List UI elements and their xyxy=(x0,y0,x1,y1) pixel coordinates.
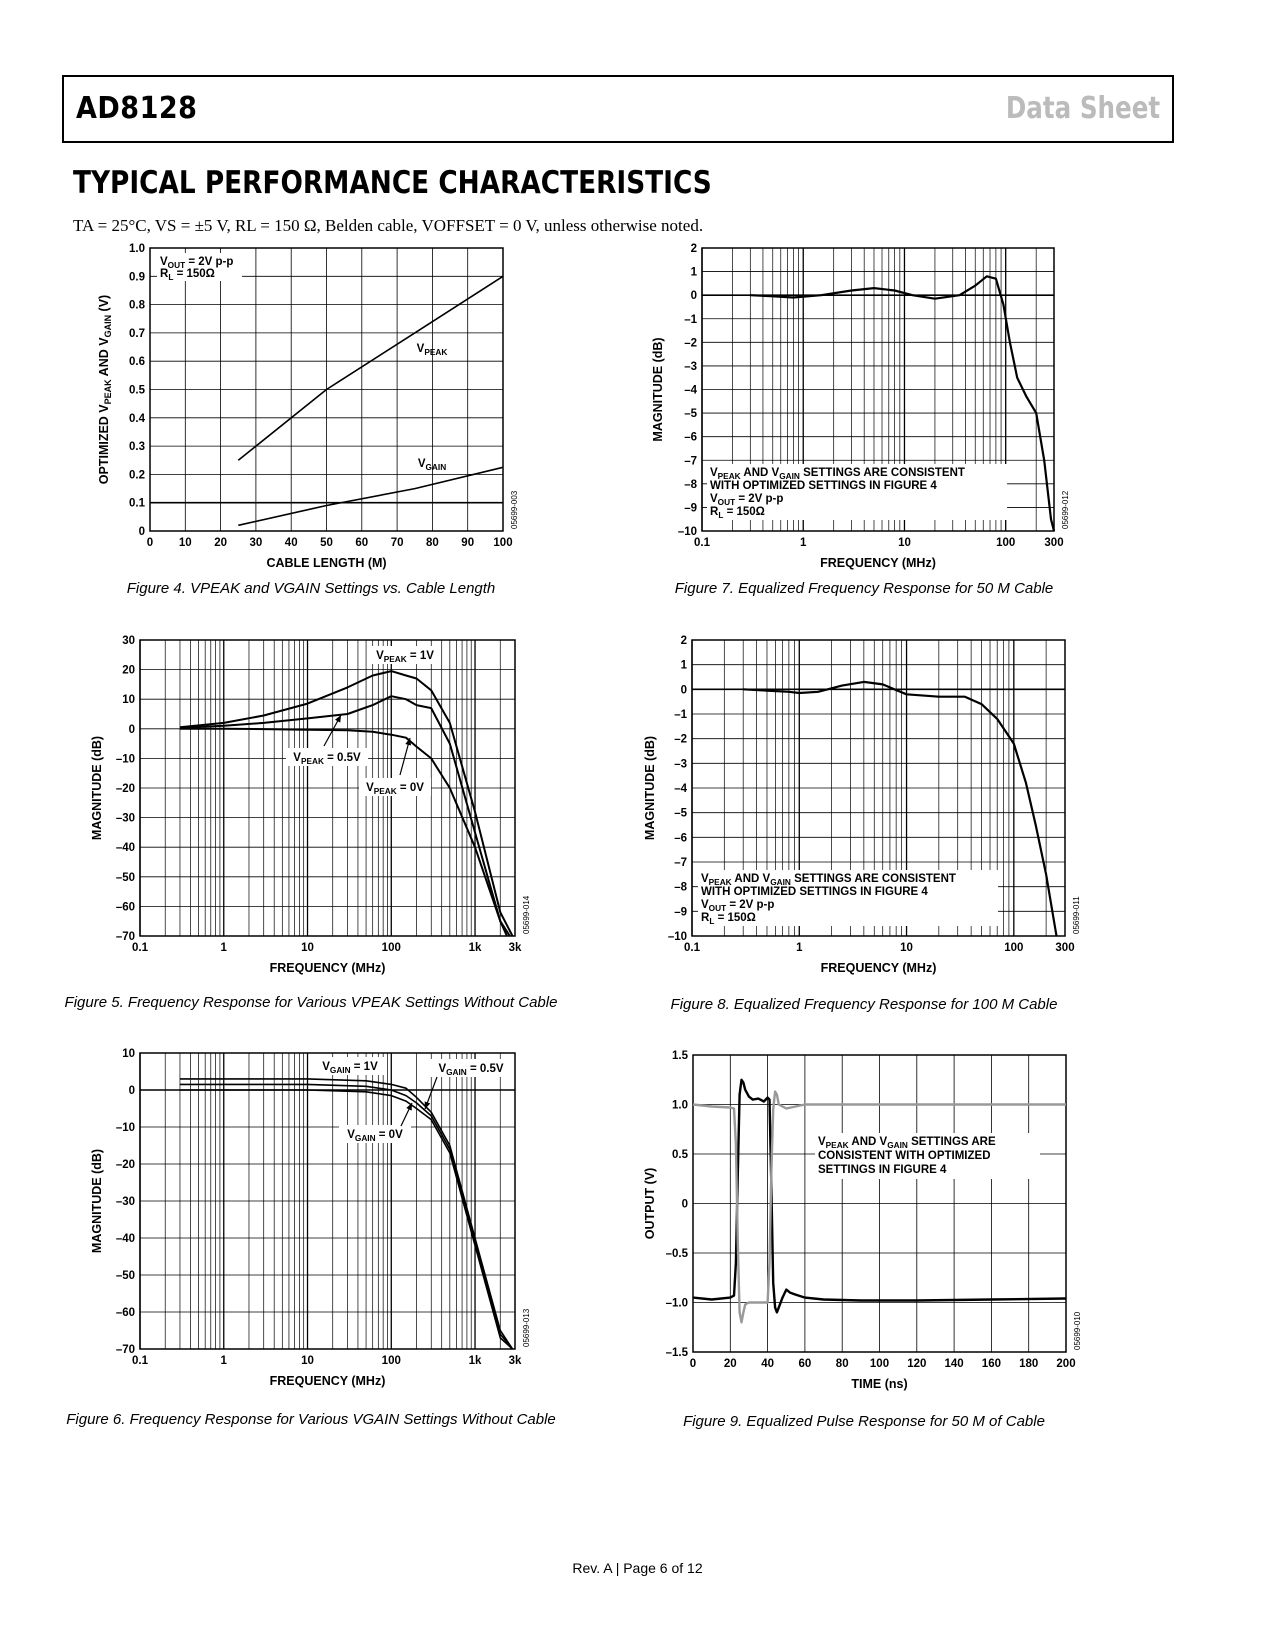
x-axis-title: FREQUENCY (MHz) xyxy=(269,1374,386,1388)
x-tick-label: 60 xyxy=(355,537,369,549)
x-tick-label: 30 xyxy=(249,537,263,549)
figure-source-id: 05699-010 xyxy=(1073,1311,1082,1350)
y-tick-label: –8 xyxy=(674,881,687,894)
x-tick-label: 10 xyxy=(301,942,314,954)
legend-line: $V_{OUT} = 2V$ p-p xyxy=(701,899,775,913)
figure-source-id: 05699-014 xyxy=(522,895,531,934)
annotation-label: $V_{PEAK}$ xyxy=(416,343,448,357)
x-tick-label: 160 xyxy=(981,1358,1001,1370)
x-tick-label: 3k xyxy=(508,1355,522,1367)
x-axis-title: FREQUENCY (MHz) xyxy=(269,961,386,975)
x-tick-label: 300 xyxy=(1055,942,1075,954)
chart-figure-5 xyxy=(85,630,535,985)
figure-9-caption: Figure 9. Equalized Pulse Response for 50 M of Cable xyxy=(683,1413,1045,1430)
legend-line: SETTINGS IN FIGURE 4 xyxy=(818,1164,947,1176)
x-tick-label: 50 xyxy=(320,537,333,549)
y-tick-label: –50 xyxy=(115,871,135,884)
y-tick-label: –1.5 xyxy=(665,1347,688,1359)
x-tick-label: 0.1 xyxy=(694,537,710,549)
legend-line: WITH OPTIMIZED SETTINGS IN FIGURE 4 xyxy=(701,886,928,898)
x-tick-label: 90 xyxy=(461,537,475,549)
doc-type: Data Sheet xyxy=(1005,91,1160,126)
legend-line: $V_{PEAK}$ AND $V_{GAIN}$ SETTINGS ARE CONSISTENT xyxy=(710,467,965,481)
y-tick-label: 10 xyxy=(122,1048,135,1060)
x-tick-label: 1k xyxy=(468,1355,482,1367)
y-tick-label: 2 xyxy=(690,243,697,255)
x-tick-label: 100 xyxy=(869,1358,890,1370)
annotation-label: $V_{GAIN} = 0.5V$ xyxy=(438,1063,504,1077)
y-tick-label: 1.0 xyxy=(129,243,145,255)
x-tick-label: 100 xyxy=(381,942,401,954)
section-title: TYPICAL PERFORMANCE CHARACTERISTICS xyxy=(73,165,712,201)
y-tick-label: –1 xyxy=(684,313,697,326)
y-tick-label: –7 xyxy=(684,455,697,468)
y-tick-label: 0 xyxy=(680,684,687,697)
y-tick-label: 0.2 xyxy=(129,469,145,482)
series-line-1 xyxy=(180,1084,513,1349)
legend-line: $R_L = 150\Omega$ xyxy=(160,268,215,282)
x-tick-label: 0.1 xyxy=(132,1355,148,1367)
y-tick-label: –4 xyxy=(684,384,697,397)
y-tick-label: –10 xyxy=(677,526,697,538)
chart-figure-6 xyxy=(85,1043,535,1398)
x-tick-label: 10 xyxy=(301,1355,314,1367)
legend-line: $V_{PEAK}$ AND $V_{GAIN}$ SETTINGS ARE CONSISTENT xyxy=(701,873,956,887)
x-tick-label: 0.1 xyxy=(684,942,700,954)
y-tick-label: 30 xyxy=(122,635,135,647)
y-tick-label: 2 xyxy=(680,635,687,647)
y-tick-label: –9 xyxy=(684,502,697,515)
y-tick-label: 0.8 xyxy=(129,299,145,312)
annotation-label: $V_{GAIN} = 1V$ xyxy=(322,1061,378,1075)
y-tick-label: 1 xyxy=(690,266,697,279)
y-tick-label: 0 xyxy=(690,290,697,303)
figure-5-caption: Figure 5. Frequency Response for Various VPEAK Settings Without Cable xyxy=(64,994,558,1011)
y-tick-label: 10 xyxy=(122,694,135,707)
y-tick-label: –70 xyxy=(115,1344,135,1356)
y-tick-label: –10 xyxy=(115,1122,135,1134)
y-tick-label: –8 xyxy=(684,478,697,491)
legend-line: $R_L = 150\Omega$ xyxy=(701,912,756,926)
y-tick-label: 1 xyxy=(680,659,687,672)
product-name: AD8128 xyxy=(76,91,198,126)
x-tick-label: 80 xyxy=(426,537,439,549)
annotation-label: $V_{PEAK} = 0V$ xyxy=(366,782,424,796)
figure-6-caption: Figure 6. Frequency Response for Various VGAIN Settings Without Cable xyxy=(66,1411,556,1428)
figure-source-id: 05699-012 xyxy=(1061,490,1070,529)
x-tick-label: 1 xyxy=(796,942,803,954)
x-tick-label: 1k xyxy=(468,942,482,954)
legend-line: $V_{OUT} = 2V$ p-p xyxy=(160,256,234,270)
x-tick-label: 180 xyxy=(1019,1358,1039,1370)
y-tick-label: –6 xyxy=(684,431,697,444)
x-tick-label: 10 xyxy=(900,942,913,954)
y-tick-label: –9 xyxy=(674,906,687,919)
y-tick-label: 0 xyxy=(138,526,145,538)
y-tick-label: 1.0 xyxy=(672,1099,688,1112)
y-tick-label: 0.7 xyxy=(129,327,145,340)
y-tick-label: 0 xyxy=(681,1198,688,1211)
page-header xyxy=(62,75,1174,143)
x-tick-label: 100 xyxy=(1004,942,1024,954)
series-line-0 xyxy=(180,1079,513,1349)
y-axis-title: MAGNITUDE (dB) xyxy=(90,735,104,841)
x-tick-label: 100 xyxy=(381,1355,401,1367)
y-tick-label: 0.1 xyxy=(129,497,145,510)
y-tick-label: 0.4 xyxy=(129,412,145,425)
y-tick-label: –20 xyxy=(115,783,135,795)
x-axis-title: TIME (ns) xyxy=(851,1377,908,1391)
y-tick-label: 0.3 xyxy=(129,441,145,454)
annotation-label: $V_{PEAK} = 1V$ xyxy=(376,650,434,664)
figure-8-caption: Figure 8. Equalized Frequency Response for 100 M Cable xyxy=(670,996,1058,1013)
legend-line: WITH OPTIMIZED SETTINGS IN FIGURE 4 xyxy=(710,480,937,492)
series-line-1 xyxy=(180,696,510,936)
legend-line: $V_{OUT} = 2V$ p-p xyxy=(710,493,784,507)
annotation-label: $V_{PEAK} = 0.5V$ xyxy=(293,752,361,766)
x-tick-label: 140 xyxy=(944,1358,964,1370)
x-tick-label: 0.1 xyxy=(132,942,148,954)
y-tick-label: –30 xyxy=(115,812,135,825)
y-tick-label: –0.5 xyxy=(665,1248,688,1260)
series-line-0 xyxy=(238,276,503,460)
y-tick-label: –2 xyxy=(674,733,687,746)
series-line-1 xyxy=(238,467,503,525)
y-axis-title: MAGNITUDE (dB) xyxy=(90,1148,104,1254)
y-tick-label: 0.6 xyxy=(129,356,145,369)
x-tick-label: 70 xyxy=(390,537,404,549)
x-tick-label: 1 xyxy=(220,1355,227,1367)
x-tick-label: 10 xyxy=(178,537,192,549)
figure-source-id: 05699-013 xyxy=(522,1308,531,1347)
y-tick-label: –5 xyxy=(674,807,687,820)
x-tick-label: 0 xyxy=(146,537,154,549)
x-tick-label: 300 xyxy=(1044,537,1064,549)
x-tick-label: 20 xyxy=(214,537,227,549)
y-axis-title: MAGNITUDE (dB) xyxy=(651,337,665,442)
x-axis-title: FREQUENCY (MHz) xyxy=(820,556,936,570)
chart-figure-4 xyxy=(90,238,530,573)
y-tick-label: 0 xyxy=(128,723,135,736)
y-tick-label: 20 xyxy=(122,664,135,677)
figure-source-id: 05699-003 xyxy=(510,490,519,529)
x-tick-label: 40 xyxy=(284,537,298,549)
x-tick-label: 0 xyxy=(689,1358,697,1370)
y-tick-label: 0.5 xyxy=(672,1149,688,1161)
y-tick-label: 0.5 xyxy=(129,384,145,397)
y-tick-label: 1.5 xyxy=(672,1050,688,1062)
series-line-0 xyxy=(180,671,513,936)
x-tick-label: 10 xyxy=(898,537,911,549)
x-tick-label: 120 xyxy=(907,1358,927,1370)
y-tick-label: –30 xyxy=(115,1196,135,1208)
test-conditions: TA = 25°C, VS = ±5 V, RL = 150 Ω, Belden cable, VOFFSET = 0 V, unless otherwise noted. xyxy=(73,216,704,235)
y-tick-label: –2 xyxy=(684,337,697,350)
y-axis-title: MAGNITUDE (dB) xyxy=(643,735,657,841)
x-tick-label: 60 xyxy=(798,1358,812,1370)
legend-line: $V_{PEAK}$ AND $V_{GAIN}$ SETTINGS ARE xyxy=(818,1136,996,1150)
annotation-label: $V_{GAIN}$ xyxy=(417,458,447,472)
y-tick-label: –1.0 xyxy=(665,1297,688,1310)
y-tick-label: –1 xyxy=(674,709,687,721)
y-tick-label: –6 xyxy=(674,832,687,845)
x-tick-label: 100 xyxy=(996,537,1016,549)
x-tick-label: 20 xyxy=(723,1358,737,1370)
legend-line: $R_L = 150\Omega$ xyxy=(710,506,765,520)
x-axis-title: FREQUENCY (MHz) xyxy=(820,961,937,975)
page-footer: Rev. A | Page 6 of 12 xyxy=(572,1560,703,1576)
y-tick-label: –60 xyxy=(115,1307,135,1319)
y-tick-label: –10 xyxy=(667,931,687,943)
x-axis-title: CABLE LENGTH (M) xyxy=(266,556,387,570)
x-tick-label: 100 xyxy=(493,537,513,549)
figure-4-caption: Figure 4. VPEAK and VGAIN Settings vs. Cable Length xyxy=(126,580,496,597)
chart-figure-8 xyxy=(640,630,1090,985)
y-tick-label: 0.9 xyxy=(129,271,145,284)
y-axis-title: OPTIMIZED $V_{PEAK}$ AND $V_{GAIN}$ (V) xyxy=(97,294,113,485)
y-tick-label: –70 xyxy=(115,931,135,943)
legend-line: CONSISTENT WITH OPTIMIZED xyxy=(818,1150,991,1162)
x-tick-label: 200 xyxy=(1056,1358,1076,1370)
x-tick-label: 40 xyxy=(761,1358,774,1370)
x-tick-label: 1 xyxy=(220,942,227,954)
y-tick-label: 0 xyxy=(128,1085,135,1097)
y-tick-label: –10 xyxy=(115,753,135,766)
y-tick-label: –4 xyxy=(674,783,687,795)
annotation-label: $V_{GAIN} = 0V$ xyxy=(347,1129,403,1143)
figure-7-caption: Figure 7. Equalized Frequency Response for 50 M Cable xyxy=(674,580,1054,597)
x-tick-label: 80 xyxy=(835,1358,849,1370)
y-tick-label: –3 xyxy=(684,360,697,373)
y-axis-title: OUTPUT (V) xyxy=(643,1167,657,1240)
x-tick-label: 1 xyxy=(800,537,807,549)
figure-source-id: 05699-011 xyxy=(1072,896,1081,934)
y-tick-label: –60 xyxy=(115,901,135,914)
y-tick-label: –20 xyxy=(115,1159,135,1171)
y-tick-label: –40 xyxy=(115,842,135,855)
chart-figure-7 xyxy=(640,238,1090,573)
y-tick-label: –7 xyxy=(674,857,687,869)
y-tick-label: –5 xyxy=(684,408,697,421)
x-tick-label: 3k xyxy=(508,942,522,954)
y-tick-label: –50 xyxy=(115,1270,135,1282)
y-tick-label: –3 xyxy=(674,758,687,771)
y-tick-label: –40 xyxy=(115,1233,135,1245)
chart-figure-9 xyxy=(640,1043,1090,1398)
